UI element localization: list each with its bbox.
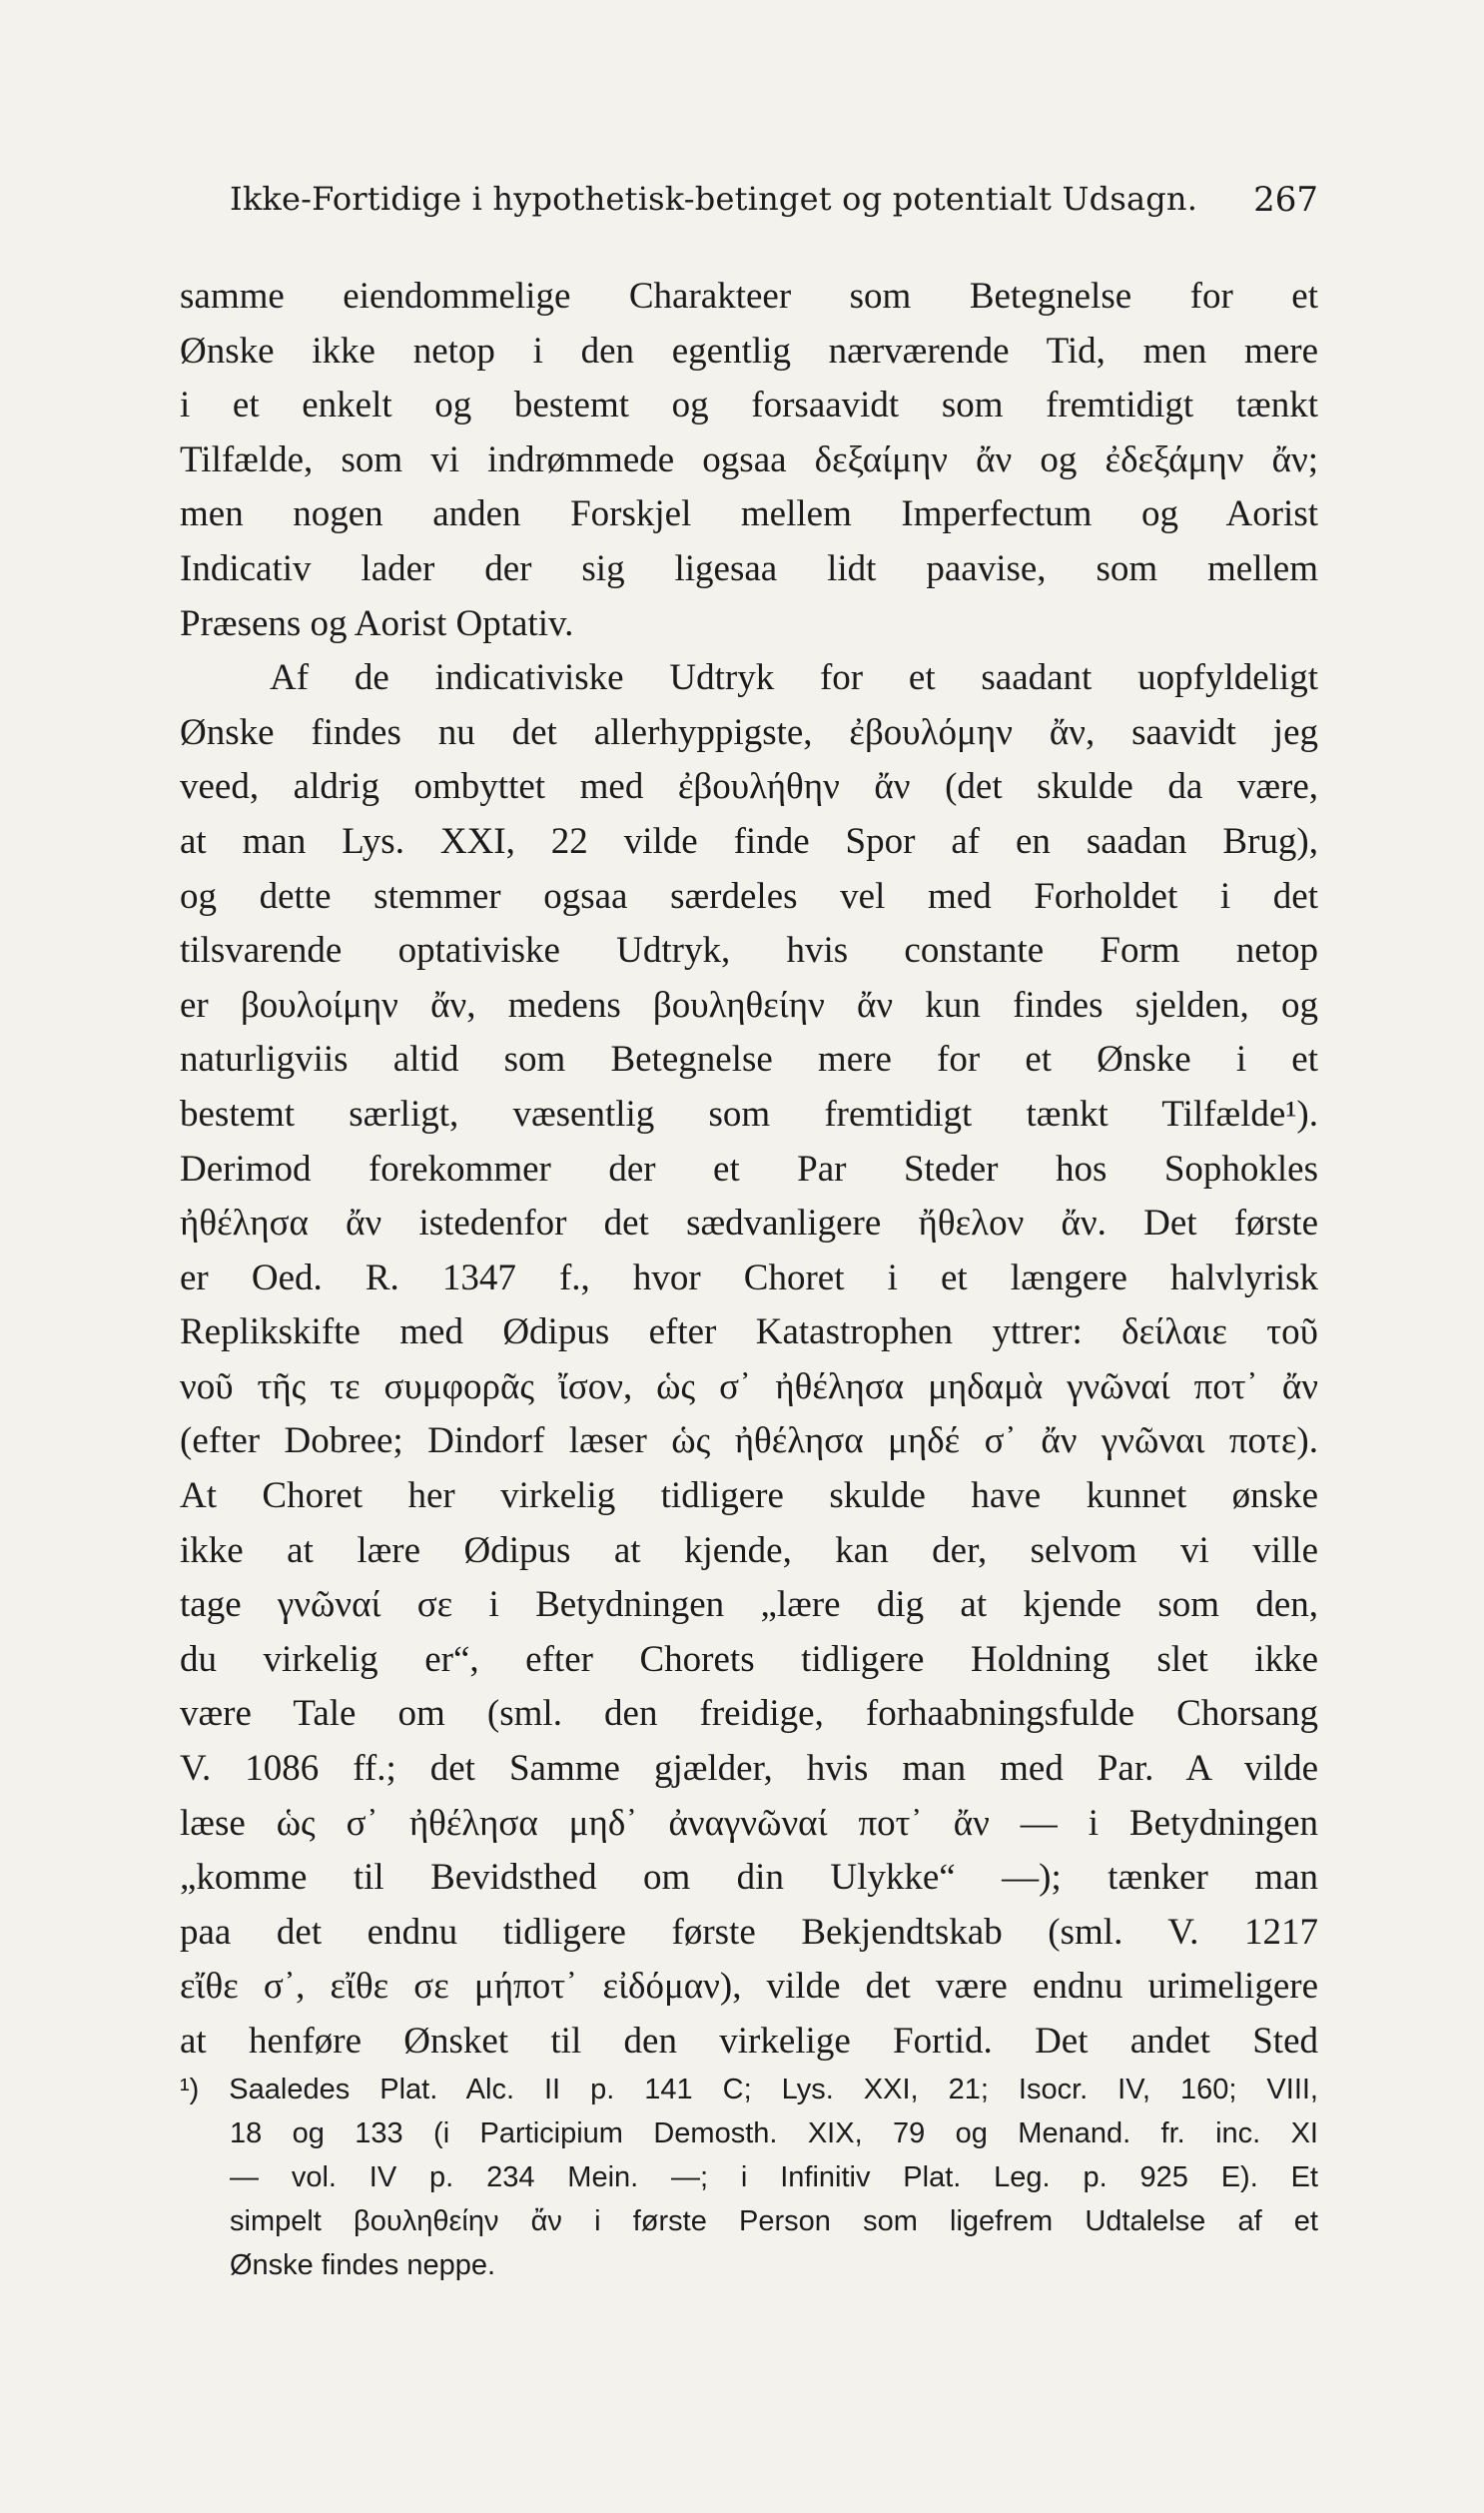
footnote-line: simpelt βουληθείην ἄν i første Person som ligefrem Udtalelse af et (230, 2205, 1318, 2237)
text-line: veed, aldrig ombyttet med ἐβουλήθην ἄν (det skulde da være, (180, 766, 1318, 808)
text-line: Replikskifte med Ødipus efter Katastrophen yttrer: δείλαιε τοῦ (180, 1311, 1318, 1353)
text-line: At Choret her virkelig tidligere skulde have kunnet ønske (180, 1475, 1318, 1517)
footnote-line: Ønske findes neppe. (230, 2249, 496, 2281)
text-line: være Tale om (sml. den freidige, forhaabningsfulde Chorsang (180, 1693, 1318, 1735)
text-line: Ønske findes nu det allerhyppigste, ἐβουλόμην ἄν, saavidt jeg (180, 711, 1318, 753)
text-line: „komme til Bevidsthed om din Ulykke“ —); tænker man (180, 1857, 1318, 1899)
footnote-line: — vol. IV p. 234 Mein. —; i Infinitiv Plat. Leg. p. 925 E). Et (230, 2161, 1318, 2193)
text-line: V. 1086 ff.; det Samme gjælder, hvis man med Par. A vilde (180, 1748, 1318, 1790)
text-line: og dette stemmer ogsaa særdeles vel med Forholdet i det (180, 875, 1318, 917)
text-line: Ønske ikke netop i den egentlig nærværende Tid, men mere (180, 330, 1318, 372)
text-line: læse ὡς σ᾽ ἠθέλησα μηδ᾽ ἀναγνῶναί ποτ᾽ ἄν — i Betydningen (180, 1802, 1318, 1844)
text-line: ikke at lære Ødipus at kjende, kan der, selvom vi ville (180, 1529, 1318, 1571)
text-line: Indicativ lader der sig ligesaa lidt paavise, som mellem (180, 547, 1318, 589)
text-line: νοῦ τῆς τε συμφορᾶς ἴσον, ὡς σ᾽ ἠθέλησα μηδαμὰ γνῶναί ποτ᾽ ἄν (180, 1365, 1318, 1407)
text-line: at henføre Ønsket til den virkelige Fortid. Det andet Sted (180, 2021, 1318, 2062)
text-line: ἠθέλησα ἄν istedenfor det sædvanligere ἤθελον ἄν. Det første (180, 1203, 1318, 1245)
text-line: er Oed. R. 1347 f., hvor Choret i et længere halvlyrisk (180, 1256, 1318, 1298)
text-line: εἴθε σ᾽, εἴθε σε μήποτ᾽ εἰδόμαν), vilde det være endnu urimeligere (180, 1966, 1318, 2008)
text-line: bestemt særligt, væsentlig som fremtidigt tænkt Tilfælde¹). (180, 1093, 1318, 1135)
text-line: men nogen anden Forskjel mellem Imperfectum og Aorist (180, 493, 1318, 535)
page-number: 267 (1253, 180, 1318, 220)
text-line: Præsens og Aorist Optativ. (180, 602, 574, 644)
text-line: Af de indicativiske Udtryk for et saadant uopfyldeligt (270, 657, 1318, 699)
footnote-line: 18 og 133 (i Participium Demosth. XIX, 79 og Menand. fr. inc. XI (230, 2117, 1318, 2149)
text-line: naturligviis altid som Betegnelse mere for et Ønske i et (180, 1039, 1318, 1081)
text-line: du virkelig er“, efter Chorets tidligere Holdning slet ikke (180, 1638, 1318, 1680)
text-line: samme eiendommelige Charakteer som Betegnelse for et (180, 276, 1318, 317)
running-title: Ikke-Fortidige i hypothetisk-betinget og potentialt Udsagn. (230, 180, 1198, 218)
page-header (230, 180, 1318, 230)
text-line: (efter Dobree; Dindorf læser ὡς ἠθέλησα μηδέ σ᾽ ἄν γνῶναι ποτε). (180, 1420, 1318, 1462)
text-line: i et enkelt og bestemt og forsaavidt som fremtidigt tænkt (180, 385, 1318, 426)
text-line: Derimod forekommer der et Par Steder hos Sophokles (180, 1148, 1318, 1190)
footnotes (180, 2068, 1318, 2287)
text-line: er βουλοίμην ἄν, medens βουληθείην ἄν kun findes sjelden, og (180, 984, 1318, 1026)
text-line: paa det endnu tidligere første Bekjendtskab (sml. V. 1217 (180, 1911, 1318, 1953)
text-line: Tilfælde, som vi indrømmede ogsaa δεξαίμην ἄν og ἐδεξάμην ἄν; (180, 438, 1318, 480)
text-line: at man Lys. XXI, 22 vilde finde Spor af en saadan Brug), (180, 820, 1318, 862)
footnote-line: ¹) Saaledes Plat. Alc. II p. 141 C; Lys. XXI, 21; Isocr. IV, 160; VIII, (180, 2074, 1318, 2105)
text-line: tilsvarende optativiske Udtryk, hvis constante Form netop (180, 930, 1318, 972)
main-text (180, 270, 1318, 2070)
text-line: tage γνῶναί σε i Betydningen „lære dig at kjende som den, (180, 1584, 1318, 1626)
